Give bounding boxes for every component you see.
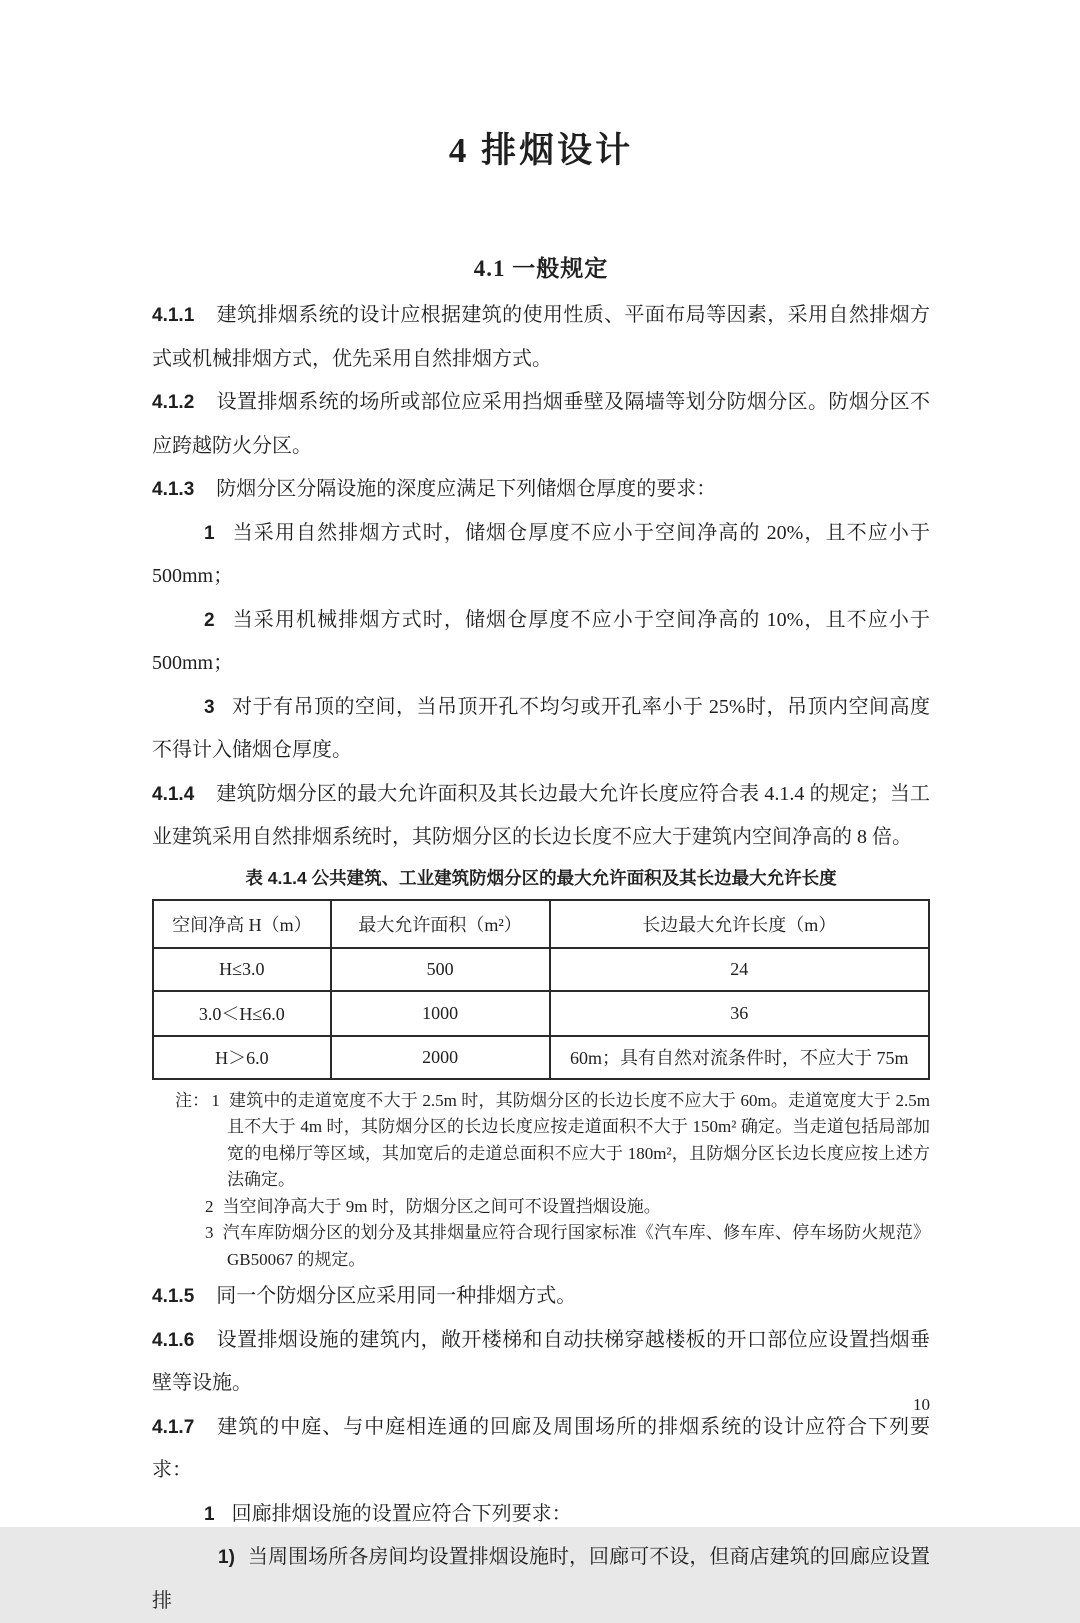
clause-4-1-7 <box>152 1406 930 1493</box>
clause-4-1-1 <box>152 294 930 381</box>
clause-text: 设置排烟设施的建筑内，敞开楼梯和自动扶梯穿越楼板的开口部位应设置挡烟垂壁等设施。 <box>152 1328 930 1394</box>
table-header-cell: 长边最大允许长度（m） <box>550 900 929 948</box>
table-note-3 <box>152 1220 930 1273</box>
notes-label: 注： <box>175 1090 210 1110</box>
table-header-cell: 空间净高 H（m） <box>153 900 331 948</box>
table-header-row <box>153 900 929 948</box>
note-number: 1 <box>211 1090 220 1110</box>
table-row <box>153 991 929 1036</box>
table-4-1-4 <box>152 899 930 1080</box>
item-number: 2 <box>204 609 215 631</box>
clause-4-1-7-subitem-1 <box>152 1536 930 1623</box>
table-cell: 1000 <box>331 991 550 1036</box>
table-row <box>153 1036 929 1079</box>
section-heading: 4.1 一般规定 <box>473 256 609 281</box>
page-number: 10 <box>913 1395 930 1414</box>
clause-number: 4.1.1 <box>152 305 195 326</box>
clause-text: 建筑排烟系统的设计应根据建筑的使用性质、平面布局等因素，采用自然排烟方式或机械排烟方式，优先采用自然排烟方式。 <box>152 304 930 370</box>
table-cell: H≤3.0 <box>153 948 331 991</box>
item-text: 对于有吊顶的空间，当吊顶开孔不均匀或开孔率小于 25%时，吊顶内空间高度不得计入储烟仓厚度。 <box>152 695 930 761</box>
chapter-title: 4 排烟设计 <box>448 131 634 170</box>
clause-text: 建筑防烟分区的最大允许面积及其长边最大允许长度应符合表 4.1.4 的规定；当工业建筑采用自然排烟系统时，其防烟分区的长边长度不应大于建筑内空间净高的 8 倍。 <box>152 782 930 848</box>
clause-text: 设置排烟系统的场所或部位应采用挡烟垂壁及隔墙等划分防烟分区。防烟分区不应跨越防火分区。 <box>152 391 930 457</box>
clause-4-1-6 <box>152 1319 930 1406</box>
item-number: 1 <box>204 1503 215 1525</box>
note-number: 3 <box>205 1223 214 1242</box>
table-cell: 36 <box>550 991 929 1036</box>
table-note-1 <box>152 1088 930 1194</box>
table-row <box>153 948 929 991</box>
clause-4-1-3-item-1 <box>152 512 930 599</box>
clause-number: 4.1.6 <box>152 1329 195 1351</box>
clause-text: 同一个防烟分区应采用同一种排烟方式。 <box>216 1285 577 1307</box>
note-text: 建筑中的走道宽度不大于 2.5m 时，其防烟分区的长边长度不应大于 60m。走道宽度大于 2.5m 且不大于 4m 时，其防烟分区的长边长度应按走道面积不大于 150m² 确定。当走道包括局部加宽的电梯厅等区域，其加宽后的走道总面积不应大于 180m²，且防烟分区长边长度应按上述方法确定。 <box>227 1090 931 1189</box>
page-content <box>152 0 930 1623</box>
item-text: 回廊排烟设施的设置应符合下列要求： <box>231 1502 572 1525</box>
table-cell: 60m；具有自然对流条件时，不应大于 75m <box>550 1036 929 1079</box>
table-cell: 500 <box>331 948 550 991</box>
clause-number: 4.1.7 <box>152 1416 195 1438</box>
table-cell: 2000 <box>331 1036 550 1079</box>
table-cell: 24 <box>550 948 929 991</box>
note-text: 汽车库防烟分区的划分及其排烟量应符合现行国家标准《汽车库、修车库、停车场防火规范》GB50067 的规定。 <box>222 1223 930 1269</box>
clause-4-1-3 <box>152 468 930 512</box>
subitem-text: 当周围场所各房间均设置排烟设施时，回廊可不设，但商店建筑的回廊应设置排 <box>152 1546 930 1612</box>
clause-4-1-3-item-2 <box>152 599 930 686</box>
table-note-2 <box>152 1194 930 1221</box>
clause-4-1-3-item-3 <box>152 686 930 773</box>
note-text: 当空间净高大于 9m 时，防烟分区之间可不设置挡烟设施。 <box>222 1196 661 1216</box>
table-header-cell: 最大允许面积（m²） <box>331 900 550 948</box>
item-number: 3 <box>204 696 215 718</box>
clause-number: 4.1.2 <box>152 392 195 413</box>
clause-text: 建筑的中庭、与中庭相连通的回廊及周围场所的排烟系统的设计应符合下列要求： <box>152 1415 930 1481</box>
item-number: 1 <box>204 522 215 544</box>
clause-number: 4.1.5 <box>152 1286 195 1307</box>
subitem-number: 1) <box>218 1547 235 1568</box>
table-cell: H＞6.0 <box>153 1036 331 1079</box>
body-block-upper <box>152 294 930 860</box>
clause-number: 4.1.3 <box>152 479 195 500</box>
clause-text: 防烟分区分隔设施的深度应满足下列储烟仓厚度的要求： <box>216 478 717 500</box>
clause-4-1-5 <box>152 1275 930 1319</box>
clause-4-1-7-item-1 <box>152 1493 930 1537</box>
clause-4-1-4 <box>152 773 930 860</box>
clause-4-1-2 <box>152 381 930 468</box>
table-caption: 表 4.1.4 公共建筑、工业建筑防烟分区的最大允许面积及其长边最大允许长度 <box>245 867 837 888</box>
table-cell: 3.0＜H≤6.0 <box>153 991 331 1036</box>
body-block-lower <box>152 1275 930 1623</box>
clause-number: 4.1.4 <box>152 783 195 805</box>
table-notes <box>152 1088 930 1274</box>
note-number: 2 <box>205 1196 214 1216</box>
item-text: 当采用机械排烟方式时，储烟仓厚度不应小于空间净高的 10%，且不应小于 500mm； <box>152 608 930 674</box>
item-text: 当采用自然排烟方式时，储烟仓厚度不应小于空间净高的 20%，且不应小于 500mm； <box>152 521 930 587</box>
